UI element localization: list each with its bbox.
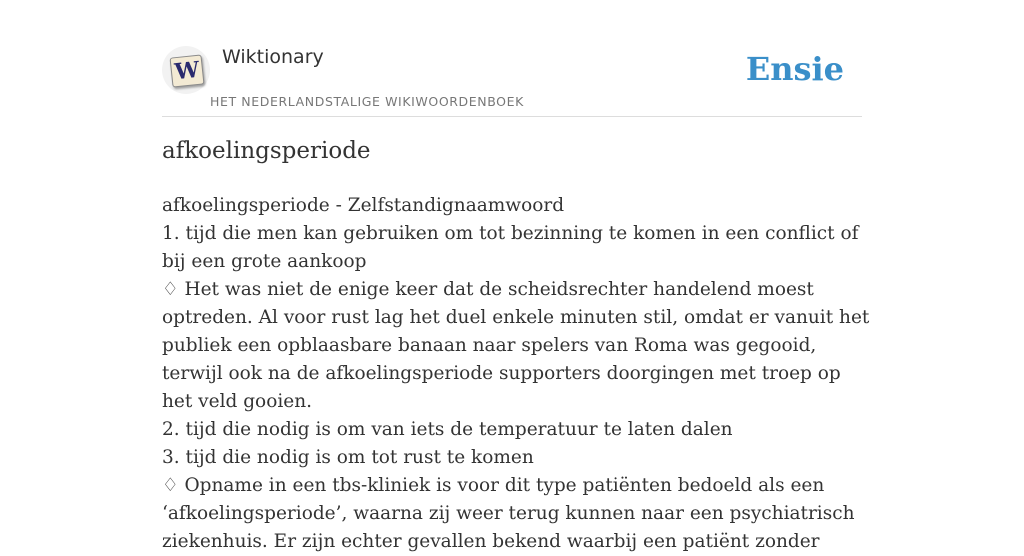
site-header (162, 40, 862, 117)
wiktionary-logo-icon[interactable] (162, 46, 210, 94)
site-tagline: HET NEDERLANDSTALIGE WIKIWOORDENBOEK (210, 94, 524, 109)
definition-2: 2. tijd die nodig is om van iets de temperatuur te laten dalen (162, 419, 733, 440)
entry-content (162, 192, 870, 556)
definition-1: 1. tijd die men kan gebruiken om tot bezinning te komen in een conflict of bij een grote aankoop (162, 223, 859, 272)
ensie-brand-link[interactable]: Ensie (745, 50, 844, 88)
logo-tile: W (170, 54, 205, 87)
site-name[interactable]: Wiktionary (222, 46, 324, 68)
definition-3: 3. tijd die nodig is om tot rust te komen (162, 447, 534, 468)
example-1: ♢ Het was niet de enige keer dat de scheidsrechter handelend moest optreden. Al voor rust lag het duel enkele minuten stil, omdat er vanuit het publiek een opblaasbare banaan naar spelers van Roma was gegooid, terwijl ook na de afkoelingsperiode supporters doorgingen met troep op het veld gooien. (162, 279, 870, 412)
entry-heading: afkoelingsperiode - Zelfstandignaamwoord (162, 195, 565, 216)
example-3: ♢ Opname in een tbs-kliniek is voor dit type patiënten bedoeld als een ‘afkoelingsperiode’, waarna zij weer terug kunnen naar een psychiatrisch ziekenhuis. Er zijn echter gevallen bekend waarbij een patiënt zonder (162, 475, 855, 552)
page-title: afkoelingsperiode (162, 138, 371, 164)
